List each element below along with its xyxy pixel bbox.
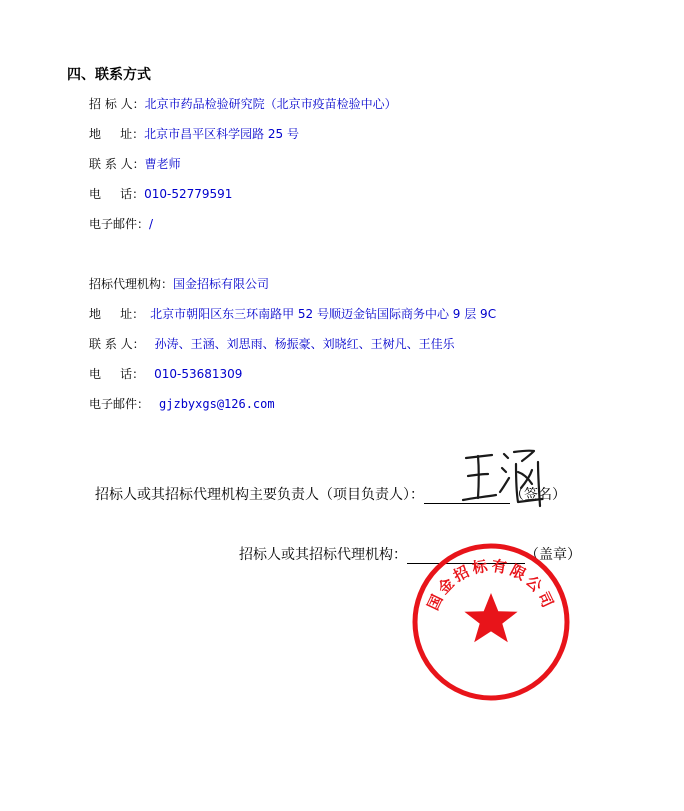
- tenderer-email-value[interactable]: /: [149, 217, 154, 231]
- agency-contact-row: [89, 336, 455, 352]
- tenderer-name-label: 招 标 人：: [89, 97, 145, 111]
- handwritten-signature: [458, 446, 548, 512]
- tenderer-email-row: [89, 216, 153, 232]
- tenderer-contact-label: 联 系 人：: [89, 157, 145, 171]
- agency-email-label: 电子邮件：: [89, 397, 150, 411]
- organization-suffix: （盖章）: [525, 547, 581, 563]
- agency-email-row: [89, 396, 275, 412]
- company-seal: [410, 541, 572, 703]
- tenderer-email-label: 电子邮件：: [89, 217, 150, 231]
- tenderer-address-value: 北京市昌平区科学园路 25 号: [144, 127, 299, 141]
- agency-name-value: 国金招标有限公司: [173, 277, 270, 291]
- signature-suffix: （签名）: [510, 487, 566, 503]
- tenderer-phone-label: 电 话：: [89, 187, 145, 201]
- agency-phone-value: 010-53681309: [154, 367, 243, 381]
- agency-address-row: [89, 306, 496, 322]
- tenderer-contact-row: [89, 156, 181, 172]
- agency-name-row: [89, 276, 269, 292]
- agency-name-label: 招标代理机构：: [89, 277, 174, 291]
- agency-email-value[interactable]: gjzbyxgs@126.com: [159, 397, 275, 411]
- organization-label: 招标人或其招标代理机构：: [239, 547, 407, 563]
- tenderer-phone-value: 010-52779591: [144, 187, 233, 201]
- tenderer-contact-value: 曹老师: [144, 157, 181, 171]
- tenderer-name-row: [89, 96, 397, 112]
- section-title: 四、联系方式: [67, 67, 151, 83]
- star-icon: [464, 593, 517, 642]
- seal-text: 国金招标有限公司: [423, 556, 559, 614]
- agency-contact-value: 孙涛、王涵、刘思雨、杨振豪、刘晓红、王树凡、王佳乐: [154, 337, 455, 351]
- agency-address-label: 地 址：: [89, 307, 145, 321]
- responsible-label: 招标人或其招标代理机构主要负责人（项目负责人）：: [95, 487, 424, 503]
- agency-contact-label: 联 系 人：: [89, 337, 145, 351]
- agency-phone-row: [89, 366, 242, 382]
- tenderer-phone-row: [89, 186, 232, 202]
- tenderer-address-label: 地 址：: [89, 127, 145, 141]
- agency-phone-label: 电 话：: [89, 367, 145, 381]
- agency-address-value: 北京市朝阳区东三环南路甲 52 号顺迈金钻国际商务中心 9 层 9C: [150, 307, 497, 321]
- tenderer-address-row: [89, 126, 299, 142]
- tenderer-name-value: 北京市药品检验研究院（北京市疫苗检验中心）: [144, 97, 397, 111]
